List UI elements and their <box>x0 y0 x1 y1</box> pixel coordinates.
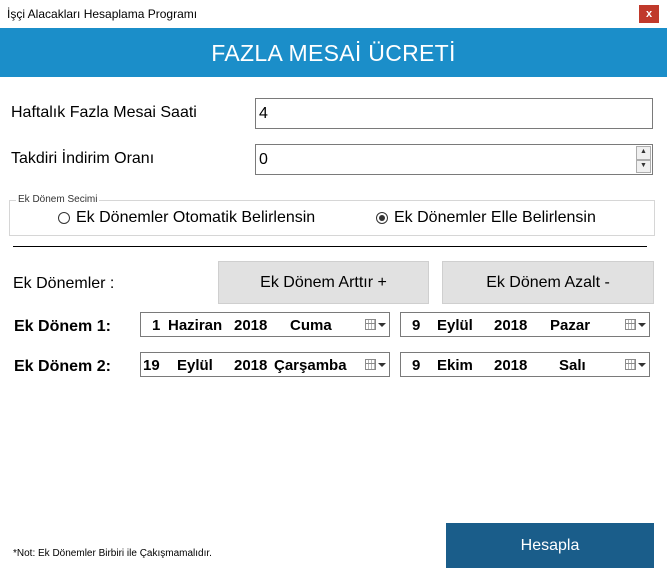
radio-manual-circle[interactable] <box>376 212 388 224</box>
period-1-start-day: 1 <box>152 317 161 334</box>
period-2-end-weekday: Salı <box>559 357 586 374</box>
period-2-end-date-picker[interactable] <box>400 352 650 377</box>
weekly-overtime-value: 4 <box>259 104 268 122</box>
period-2-start-year: 2018 <box>234 357 268 374</box>
discount-rate-input[interactable] <box>255 144 653 175</box>
spin-up-button[interactable]: ▲ <box>636 146 651 160</box>
page-title: FAZLA MESAİ ÜCRETİ <box>211 40 456 66</box>
period-2-end-year: 2018 <box>494 357 528 374</box>
period-2-start-month: Eylül <box>177 357 213 374</box>
period-1-start-weekday: Cuma <box>290 317 332 334</box>
footer-note: *Not: Ek Dönemler Birbiri ile Çakışmamalıdır. <box>13 548 212 559</box>
discount-rate-spinner <box>636 146 651 173</box>
period-selection-legend: Ek Dönem Secimi <box>18 194 98 205</box>
period-1-end-weekday: Pazar <box>550 317 591 334</box>
calendar-dropdown-icon[interactable] <box>625 359 645 371</box>
period-1-end-date-picker[interactable] <box>400 312 650 337</box>
weekly-overtime-label: Haftalık Fazla Mesai Saati <box>11 104 197 121</box>
window-title: İşçi Alacakları Hesaplama Programı <box>7 7 198 21</box>
period-2-start-weekday: Çarşamba <box>274 357 347 374</box>
page-header <box>0 28 667 77</box>
period-1-end-month: Eylül <box>437 317 473 334</box>
period-2-label: Ek Dönem 2: <box>14 358 111 375</box>
spin-down-button[interactable]: ▼ <box>636 160 651 174</box>
discount-rate-value: 0 <box>259 150 268 168</box>
period-1-end-day: 9 <box>412 317 421 334</box>
radio-auto-label: Ek Dönemler Otomatik Belirlensin <box>76 209 316 226</box>
period-selection-group <box>9 194 655 236</box>
calculate-button[interactable]: Hesapla <box>446 523 654 568</box>
calendar-dropdown-icon[interactable] <box>365 359 385 371</box>
period-1-start-date-picker[interactable] <box>140 312 390 337</box>
period-2-end-day: 9 <box>412 357 421 374</box>
radio-auto-periods[interactable] <box>58 209 315 227</box>
increase-period-button[interactable]: Ek Dönem Arttır + <box>218 261 429 304</box>
period-1-label: Ek Dönem 1: <box>14 318 111 335</box>
period-1-end-year: 2018 <box>494 317 528 334</box>
close-button[interactable]: x <box>639 5 659 23</box>
radio-auto-circle[interactable] <box>58 212 70 224</box>
section-divider <box>13 246 647 247</box>
radio-manual-periods[interactable] <box>376 209 596 227</box>
radio-manual-label: Ek Dönemler Elle Belirlensin <box>394 209 596 226</box>
period-2-start-date-picker[interactable] <box>140 352 390 377</box>
discount-rate-label: Takdiri İndirim Oranı <box>11 150 155 167</box>
calendar-dropdown-icon[interactable] <box>365 319 385 331</box>
periods-label: Ek Dönemler : <box>13 275 115 292</box>
period-2-end-month: Ekim <box>437 357 473 374</box>
period-1-start-month: Haziran <box>168 317 223 334</box>
period-1-start-year: 2018 <box>234 317 268 334</box>
period-2-start-day: 19 <box>143 357 160 374</box>
calendar-dropdown-icon[interactable] <box>625 319 645 331</box>
decrease-period-button[interactable]: Ek Dönem Azalt - <box>442 261 654 304</box>
weekly-overtime-input[interactable] <box>255 98 653 129</box>
window-titlebar <box>0 0 667 28</box>
